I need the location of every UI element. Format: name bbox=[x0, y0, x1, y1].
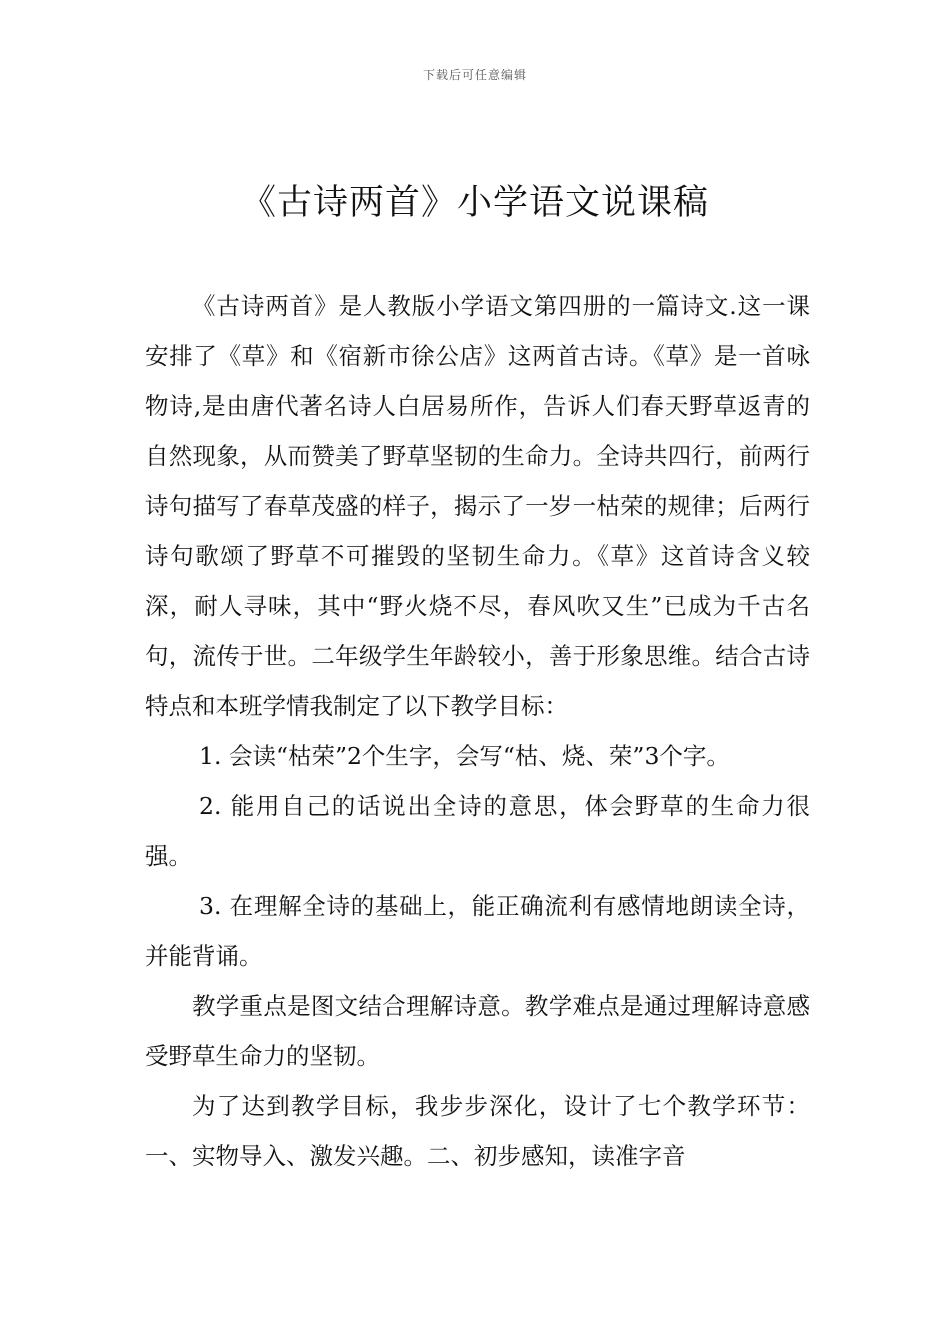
header-note: 下载后可任意编辑 bbox=[422, 68, 527, 82]
goal-item-1: 1. 会读“枯荣”2个生字，会写“枯、烧、荣”3个字。 bbox=[199, 742, 730, 770]
document-title: 《古诗两首》小学语文说课稿 bbox=[240, 183, 709, 223]
document-body bbox=[145, 281, 810, 1181]
goal-item-2: 2. 能用自己的话说出全诗的意思，体会野草的生命力很强。 bbox=[145, 792, 810, 870]
teaching-steps-paragraph: 为了达到教学目标，我步步深化，设计了七个教学环节：一、实物导入、激发兴趣。二、初步感知，读准字音 bbox=[145, 1092, 810, 1170]
intro-paragraph: 《古诗两首》是人教版小学语文第四册的一篇诗文.这一课安排了《草》和《宿新市徐公店》这两首古诗。《草》是一首咏物诗,是由唐代著名诗人白居易所作，告诉人们春天野草返青的自然现象，从而赞美了野草坚韧的生命力。全诗共四行，前两行诗句描写了春草茂盛的样子，揭示了一岁一枯荣的规律；后两行诗句歌颂了野草不可摧毁的坚韧生命力。《草》这首诗含义较深，耐人寻味，其中“野火烧不尽，春风吹又生”已成为千古名句，流传于世。二年级学生年龄较小，善于形象思维。结合古诗特点和本班学情我制定了以下教学目标： bbox=[145, 292, 810, 720]
key-points-paragraph: 教学重点是图文结合理解诗意。教学难点是通过理解诗意感受野草生命力的坚韧。 bbox=[145, 992, 810, 1070]
goal-item-3: 3. 在理解全诗的基础上，能正确流利有感情地朗读全诗，并能背诵。 bbox=[145, 892, 810, 970]
